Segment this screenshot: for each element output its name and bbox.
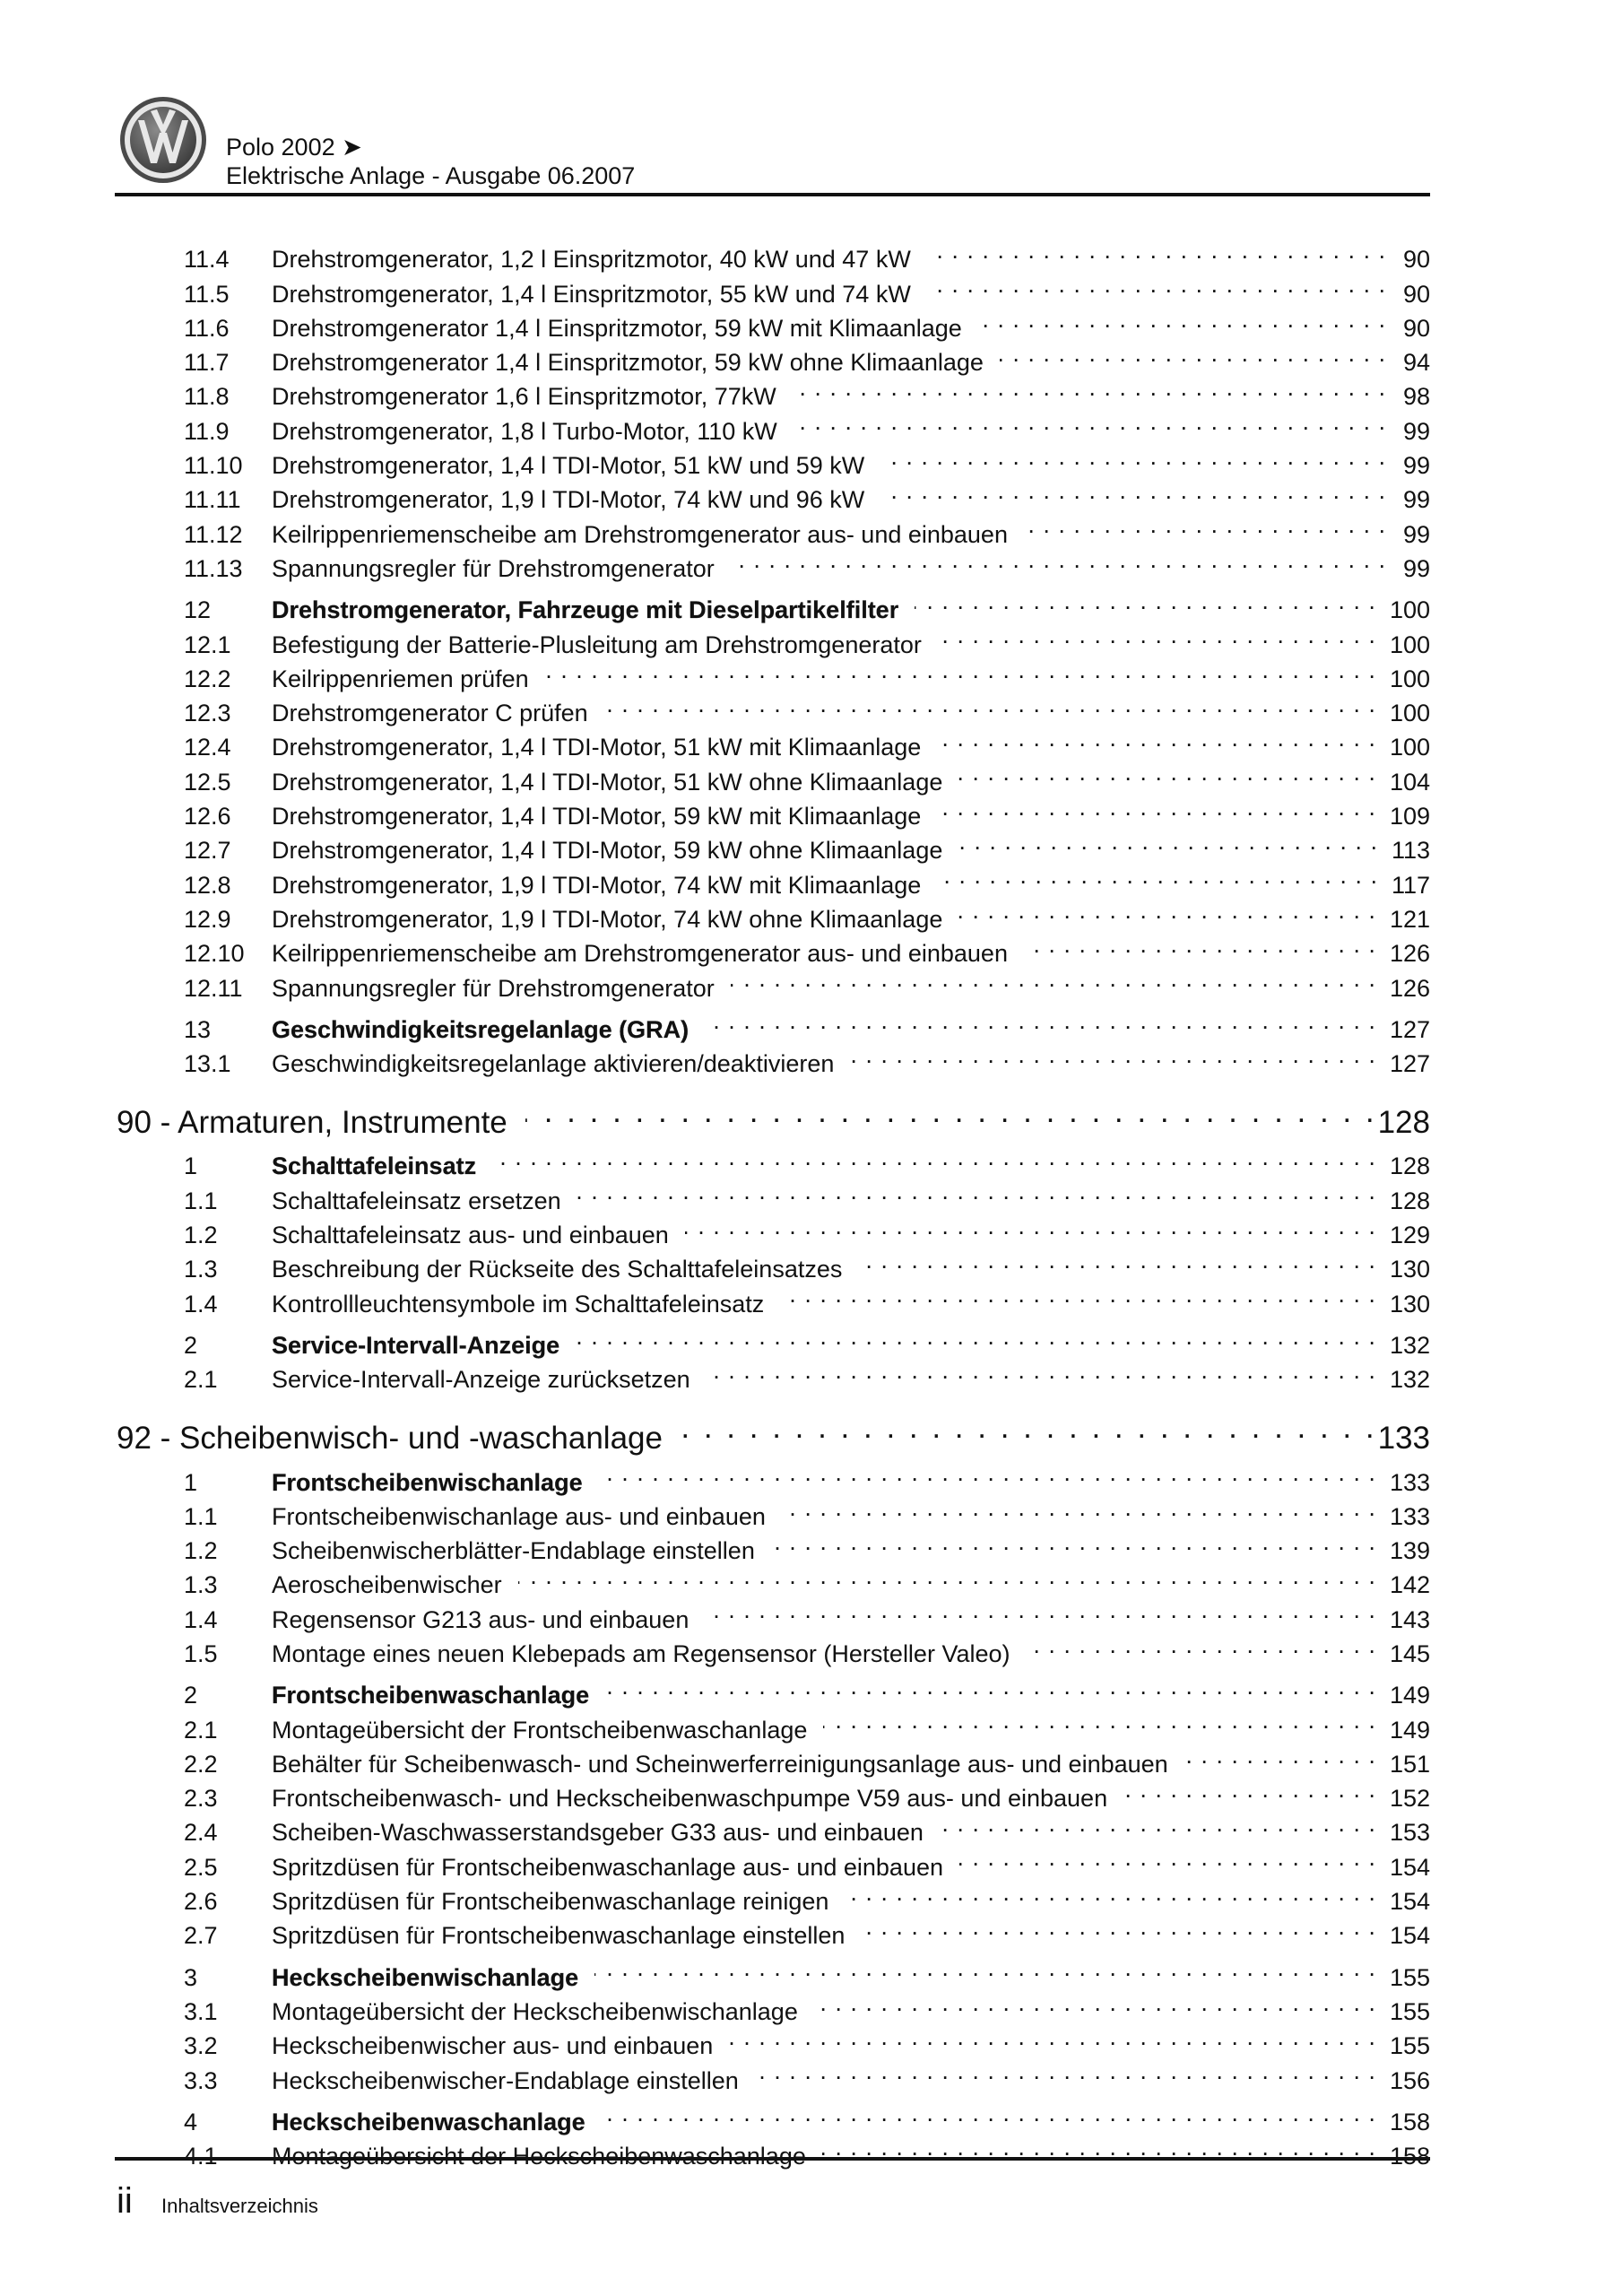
toc-page-number[interactable]: 99 [1402,452,1430,480]
dot-leader [1000,336,1385,370]
toc-title[interactable]: Drehstromgenerator, 1,4 l TDI-Motor, 59 kW mit Klimaanlage [272,803,922,831]
toc-title[interactable]: Drehstromgenerator 1,4 l Einspritzmotor, 59 kW ohne Klimaanlage [272,349,984,377]
toc-number: 11.6 [184,314,230,342]
toc-page-number[interactable]: 128 [1389,1187,1430,1214]
dot-leader [1184,1738,1375,1772]
toc-number: 3.1 [184,1997,218,2025]
toc-title[interactable]: Spannungsregler für Drehstromgenerator [272,974,715,1002]
dot-leader [1123,1772,1375,1806]
toc-number: 2.6 [184,1888,218,1916]
toc-number: 2.7 [184,1922,218,1950]
dot-leader [927,267,1385,301]
toc-title[interactable]: Drehstromgenerator, Fahrzeuge mit Dieselpartikelfilter [272,596,899,624]
dot-leader [937,790,1375,824]
toc-title[interactable]: 90 - Armaturen, Instrumente [117,1105,507,1141]
dot-leader [823,1703,1375,1737]
vw-logo-icon [118,95,208,185]
toc-title[interactable]: Frontscheibenwasch- und Heckscheibenwaschpumpe V59 aus- und einbauen [272,1785,1108,1813]
dot-leader [771,1525,1375,1559]
toc-page-number[interactable]: 132 [1389,1331,1430,1359]
toc-title[interactable]: Heckscheibenwischanlage [272,1963,579,1991]
dot-leader [1024,927,1375,961]
toc-number: 3.3 [184,2066,218,2094]
toc-title[interactable]: Spritzdüsen für Frontscheibenwaschanlage aus- und einbauen [272,1853,943,1881]
toc-page-number[interactable]: 121 [1389,905,1430,933]
toc-title[interactable]: Keilrippenriemen prüfen [272,665,529,692]
toc-number: 1.2 [184,1222,218,1249]
toc-page-number[interactable]: 143 [1389,1605,1430,1633]
dot-leader [814,1986,1375,2020]
dot-leader [685,1209,1375,1243]
toc-title[interactable]: Aeroscheibenwischer [272,1571,502,1599]
dot-leader [861,1909,1375,1944]
toc-page-number[interactable]: 149 [1389,1716,1430,1744]
dot-leader [525,1091,1375,1133]
toc-page-number[interactable]: 127 [1389,1050,1430,1078]
toc-page-number[interactable]: 156 [1389,2066,1430,2094]
toc-page-number[interactable]: 133 [1389,1502,1430,1530]
toc-title[interactable]: Heckscheibenwischer-Endablage einstellen [272,2066,739,2094]
dot-leader [731,543,1385,577]
toc-number: 11.5 [184,280,230,308]
dot-leader [755,2054,1375,2088]
dot-leader [845,1875,1375,1909]
toc-number: 1 [184,1152,198,1180]
dot-leader [729,2020,1375,2054]
toc-title[interactable]: Drehstromgenerator, 1,8 l Turbo-Motor, 110 kW [272,417,777,445]
toc-title[interactable]: Drehstromgenerator C prüfen [272,700,588,727]
dot-leader [681,1407,1375,1448]
toc-number: 2 [184,1682,198,1709]
toc-number: 1.1 [184,1502,218,1530]
toc-title[interactable]: Schalttafeleinsatz aus- und einbauen [272,1222,669,1249]
dot-leader [958,755,1375,789]
toc-number: 1.4 [184,1290,218,1318]
toc-page-number[interactable]: 99 [1402,520,1430,548]
toc-page-number[interactable]: 139 [1389,1537,1430,1565]
toc-title[interactable]: 92 - Scheibenwisch- und -waschanlage [117,1421,663,1457]
toc-title[interactable]: Kontrollleuchtensymbole im Schalttafeleinsatz [272,1290,765,1318]
toc-page-number[interactable]: 130 [1389,1290,1430,1318]
toc-page-number[interactable]: 90 [1402,246,1430,274]
toc-number: 12.1 [184,631,231,658]
toc-title[interactable]: Geschwindigkeitsregelanlage aktivieren/deaktivieren [272,1050,835,1078]
toc-number: 12.5 [184,768,231,796]
toc-title[interactable]: Drehstromgenerator, 1,4 l TDI-Motor, 59 kW ohne Klimaanlage [272,837,943,865]
toc-title[interactable]: Service-Intervall-Anzeige [272,1331,560,1359]
dot-leader [782,1491,1375,1525]
toc-title[interactable]: Heckscheibenwischer aus- und einbauen [272,2032,714,2060]
toc-number: 11.8 [184,383,230,411]
toc-title[interactable]: Drehstromgenerator, 1,4 l Einspritzmotor, 55 kW und 74 kW [272,280,911,308]
toc-number: 12.6 [184,803,231,831]
toc-title[interactable]: Drehstromgenerator, 1,9 l TDI-Motor, 74 kW und 96 kW [272,486,865,514]
dot-leader [938,618,1375,652]
toc-page-number[interactable]: 99 [1402,417,1430,445]
toc-title[interactable]: Keilrippenriemenscheibe am Drehstromgenerator aus- und einbauen [272,520,1008,548]
toc-section[interactable] [117,584,1430,624]
toc-page-number[interactable]: 104 [1389,768,1430,796]
dot-leader [707,1353,1375,1387]
toc-title[interactable]: Regensensor G213 aus- und einbauen [272,1605,690,1633]
toc-section[interactable] [117,1004,1430,1043]
toc-page-number[interactable]: 130 [1389,1256,1430,1283]
dot-leader [577,1174,1375,1208]
toc-title[interactable]: Drehstromgenerator 1,4 l Einspritzmotor, 59 kW mit Klimaanlage [272,314,962,342]
dot-leader [705,1004,1375,1038]
toc-title[interactable]: Schalttafeleinsatz [272,1152,477,1180]
toc-page-number[interactable]: 128 [1389,1152,1430,1180]
toc-page-number[interactable]: 155 [1389,1963,1430,1991]
dot-leader [793,370,1385,404]
toc-number: 13 [184,1015,212,1043]
dot-leader [545,653,1375,687]
dot-leader [594,1951,1375,1985]
dot-leader [880,439,1385,474]
toc-page-number[interactable]: 117 [1391,871,1430,899]
dot-leader [602,2096,1375,2130]
toc-number: 1.1 [184,1187,218,1214]
dot-leader [958,893,1375,927]
dot-leader [794,404,1385,439]
toc-number: 12.9 [184,905,231,933]
toc-title[interactable]: Geschwindigkeitsregelanlage (GRA) [272,1015,690,1043]
toc-page-number[interactable]: 100 [1389,596,1430,624]
toc-title[interactable]: Scheiben-Waschwasserstandsgeber G33 aus- und einbauen [272,1819,924,1847]
toc-number: 11.13 [184,554,243,582]
toc-page-number[interactable]: 158 [1389,2108,1430,2135]
toc-page-number[interactable]: 127 [1389,1015,1430,1043]
toc-title[interactable]: Drehstromgenerator, 1,9 l TDI-Motor, 74 kW mit Klimaanlage [272,871,922,899]
toc-number: 12.7 [184,837,231,865]
dot-leader [915,584,1375,618]
toc-number: 12.4 [184,734,231,761]
toc-chapter[interactable] [117,1407,1430,1457]
toc-page-number[interactable]: 154 [1389,1853,1430,1881]
toc-page-number[interactable]: 90 [1402,314,1430,342]
toc-section[interactable] [117,1951,1430,1991]
toc-title[interactable]: Frontscheibenwischanlage [272,1468,583,1496]
toc-page-number[interactable]: 100 [1389,665,1430,692]
toc-page-number[interactable]: 155 [1389,2032,1430,2060]
toc-title[interactable]: Behälter für Scheibenwasch- und Scheinwerferreinigungsanlage aus- und einbauen [272,1750,1168,1778]
toc-page-number[interactable]: 90 [1402,280,1430,308]
toc-page-number[interactable]: 142 [1389,1571,1430,1599]
toc-page-number[interactable]: 145 [1389,1639,1430,1667]
toc-page-number[interactable]: 152 [1389,1785,1430,1813]
toc-number: 1.3 [184,1571,218,1599]
toc-number: 12.10 [184,940,245,968]
toc-page-number[interactable]: 149 [1389,1682,1430,1709]
toc-page-number[interactable]: 100 [1389,631,1430,658]
toc-page-number[interactable]: 98 [1402,383,1430,411]
dot-leader [937,721,1375,755]
toc-number: 1.2 [184,1537,218,1565]
dot-leader [978,302,1385,336]
dot-leader [858,1243,1375,1277]
dot-leader [927,233,1385,267]
toc-number: 1.5 [184,1639,218,1667]
toc-title[interactable]: Heckscheibenwaschanlage [272,2108,585,2135]
footer-page-number: ii [117,2181,133,2221]
header-title: Polo 2002 ➤ [226,134,362,161]
toc-number: 2.5 [184,1853,218,1881]
dot-leader [604,687,1375,721]
toc-title[interactable]: Befestigung der Batterie-Plusleitung am Drehstromgenerator [272,631,922,658]
toc-number: 2 [184,1331,198,1359]
footer-divider [115,2157,1430,2161]
toc-page-number[interactable]: 133 [1389,1468,1430,1496]
toc-title[interactable]: Drehstromgenerator, 1,4 l TDI-Motor, 51 kW ohne Klimaanlage [272,768,943,796]
toc-page-number[interactable]: 154 [1389,1888,1430,1916]
toc-number: 12 [184,596,212,624]
toc-page-number[interactable]: 154 [1389,1922,1430,1950]
toc-page-number[interactable]: 128 [1377,1105,1430,1141]
footer-label: Inhaltsverzeichnis [161,2195,318,2217]
toc-number: 11.10 [184,452,243,480]
dot-leader [850,1038,1375,1072]
toc-number: 3.2 [184,2032,218,2060]
toc-title[interactable]: Drehstromgenerator, 1,9 l TDI-Motor, 74 kW ohne Klimaanlage [272,905,943,933]
toc-title[interactable]: Montageübersicht der Heckscheibenwischanlage [272,1997,798,2025]
dot-leader [599,1456,1375,1490]
toc-number: 11.9 [184,417,230,445]
toc-number: 2.4 [184,1819,218,1847]
toc-title[interactable]: Montageübersicht der Frontscheibenwaschanlage [272,1716,808,1744]
toc-number: 2.2 [184,1750,218,1778]
toc-page-number[interactable]: 151 [1389,1750,1430,1778]
toc-page-number[interactable]: 94 [1402,349,1430,377]
dot-leader [880,474,1385,508]
toc-number: 2.1 [184,1716,218,1744]
dot-leader [958,824,1377,858]
document-header [226,133,635,190]
toc-number: 11.11 [184,486,241,514]
toc-title[interactable]: Montage eines neuen Klebepads am Regensensor (Hersteller Valeo) [272,1639,1010,1667]
toc-title[interactable]: Frontscheibenwischanlage aus- und einbauen [272,1502,766,1530]
toc-number: 11.4 [184,246,230,274]
toc-chapter[interactable] [117,1091,1430,1141]
dot-leader [705,1593,1375,1627]
toc-title[interactable]: Keilrippenriemenscheibe am Drehstromgenerator aus- und einbauen [272,940,1008,968]
toc-page-number[interactable]: 100 [1389,734,1430,761]
toc-page-number[interactable]: 109 [1389,803,1430,831]
toc-number: 1 [184,1468,198,1496]
toc-section[interactable] [117,1319,1430,1359]
toc-page-number[interactable]: 100 [1389,700,1430,727]
dot-leader [576,1319,1375,1353]
toc-title[interactable]: Spritzdüsen für Frontscheibenwaschanlage einstellen [272,1922,846,1950]
dot-leader [1027,1628,1375,1662]
toc-page-number[interactable]: 113 [1391,837,1430,865]
toc-title[interactable]: Spritzdüsen für Frontscheibenwaschanlage reinigen [272,1888,829,1916]
dot-leader [780,1277,1375,1311]
toc-title[interactable]: Drehstromgenerator, 1,4 l TDI-Motor, 51 kW und 59 kW [272,452,865,480]
toc-number: 3 [184,1963,198,1991]
toc-title[interactable]: Drehstromgenerator 1,6 l Einspritzmotor, 77kW [272,383,776,411]
toc-number: 1.3 [184,1256,218,1283]
toc-number: 12.8 [184,871,231,899]
toc-page-number[interactable]: 153 [1389,1819,1430,1847]
toc-number: 12.3 [184,700,231,727]
toc-entry[interactable] [117,233,1430,274]
toc-page-number[interactable]: 132 [1389,1366,1430,1394]
toc-page-number[interactable]: 126 [1389,940,1430,968]
dot-leader [940,1806,1375,1840]
dot-leader [937,858,1377,892]
toc-number: 11.12 [184,520,243,548]
toc-page-number[interactable]: 99 [1402,486,1430,514]
toc-page-number[interactable]: 133 [1377,1421,1430,1457]
dot-leader [518,1559,1375,1593]
toc-title[interactable]: Drehstromgenerator, 1,2 l Einspritzmotor, 40 kW und 47 kW [272,246,911,274]
toc-number: 2.1 [184,1366,218,1394]
header-divider [115,193,1430,196]
toc-section[interactable] [117,1140,1430,1180]
toc-title[interactable]: Frontscheibenwaschanlage [272,1682,590,1709]
dot-leader [731,961,1375,996]
toc-section[interactable] [117,1456,1430,1496]
header-subtitle: Elektrische Anlage - Ausgabe 06.2007 [226,162,636,189]
toc-title[interactable]: Scheibenwischerblätter-Endablage einstellen [272,1537,755,1565]
toc-number: 2.3 [184,1785,218,1813]
toc-number: 11.7 [184,349,230,377]
toc-title[interactable]: Service-Intervall-Anzeige zurücksetzen [272,1366,690,1394]
toc-number: 12.2 [184,665,231,692]
toc-number: 4 [184,2108,198,2135]
toc-title[interactable]: Drehstromgenerator, 1,4 l TDI-Motor, 51 kW mit Klimaanlage [272,734,922,761]
dot-leader [1024,508,1385,542]
dot-leader [959,1840,1375,1874]
toc-page-number[interactable]: 129 [1389,1222,1430,1249]
table-of-contents [117,233,1430,2164]
toc-title[interactable]: Spannungsregler für Drehstromgenerator [272,554,715,582]
toc-section[interactable] [117,2096,1430,2135]
toc-page-number[interactable]: 126 [1389,974,1430,1002]
dot-leader [605,1669,1375,1703]
toc-number: 12.11 [184,974,243,1002]
toc-number: 13.1 [184,1050,231,1078]
toc-page-number[interactable]: 155 [1389,1997,1430,2025]
toc-number: 1.4 [184,1605,218,1633]
toc-page-number[interactable]: 99 [1402,554,1430,582]
toc-title[interactable]: Schalttafeleinsatz ersetzen [272,1187,561,1214]
toc-section[interactable] [117,1669,1430,1709]
dot-leader [492,1140,1375,1174]
toc-title[interactable]: Beschreibung der Rückseite des Schalttafeleinsatzes [272,1256,843,1283]
